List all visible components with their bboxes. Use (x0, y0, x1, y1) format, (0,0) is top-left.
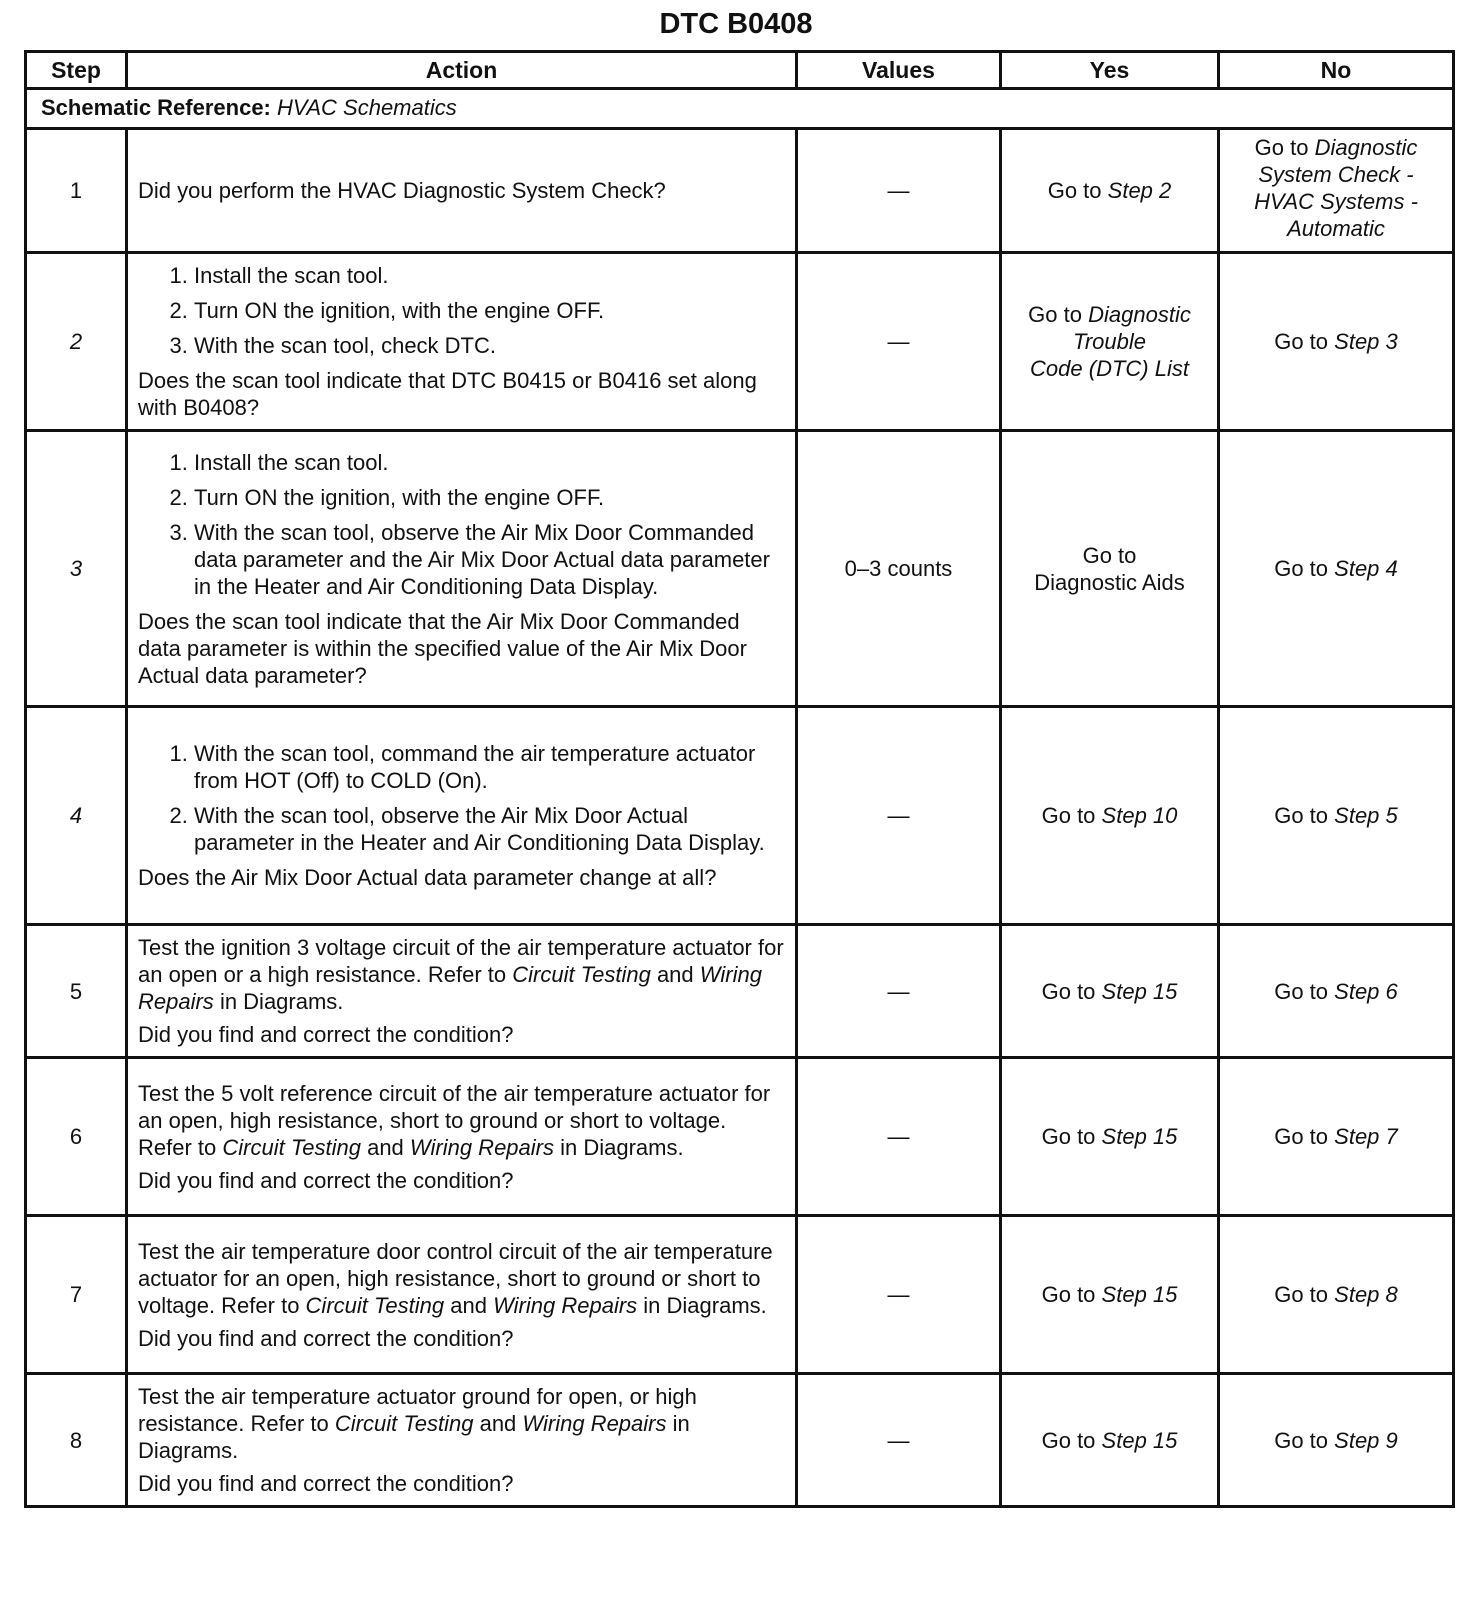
substep-list (138, 449, 785, 600)
step-number: 1 (26, 129, 127, 253)
no-result (1219, 925, 1454, 1058)
step-action (127, 129, 797, 253)
no-result (1219, 253, 1454, 431)
no-result (1219, 431, 1454, 707)
substep: 3. With the scan tool, check DTC. (194, 332, 785, 359)
table-row (26, 1374, 1454, 1507)
yes-target: Step 15 (1101, 1124, 1178, 1149)
table-row (26, 1216, 1454, 1374)
in-diagrams-text: in Diagrams. (643, 1292, 767, 1318)
schematic-reference (26, 89, 1454, 129)
no-result (1219, 129, 1454, 253)
step-question: Did you find and correct the condition? (138, 1167, 514, 1193)
table-row (26, 253, 1454, 431)
substep: 1. Install the scan tool. (194, 449, 785, 476)
go-to-text: Go to (1274, 978, 1329, 1004)
no-result (1219, 1216, 1454, 1374)
wiring-repairs-ref: Wiring Repairs (138, 962, 762, 1014)
step-value: — (797, 253, 1001, 431)
go-to-text: Go to (1041, 1124, 1096, 1149)
step-question: Did you find and correct the condition? (138, 1022, 514, 1047)
circuit-testing-ref: Circuit Testing (222, 1134, 361, 1160)
go-to-text: Go to (1274, 803, 1329, 828)
and-text: and (479, 1411, 517, 1436)
step-value: — (797, 1216, 1001, 1374)
yes-target: Diagnostic Aids (1034, 569, 1185, 595)
yes-result (1001, 1374, 1219, 1507)
header-values: Values (797, 52, 1001, 89)
table-row (26, 129, 1454, 253)
no-target: Step 6 (1334, 978, 1398, 1004)
step-action (127, 707, 797, 925)
yes-target: Step 2 (1107, 178, 1172, 203)
substep: 3. With the scan tool, observe the Air Mix Door Commanded data parameter and the Air Mix Door Actual data parameter in the Heater and Air Conditioning Data Display. (194, 519, 785, 600)
step-value: — (797, 1058, 1001, 1216)
header-yes: Yes (1001, 52, 1219, 89)
yes-target: Step 15 (1101, 978, 1178, 1004)
go-to-text: Go to (1041, 1282, 1096, 1307)
step-instruction (138, 1238, 785, 1319)
no-target: Step 7 (1334, 1124, 1398, 1149)
go-to-text: Go to (1274, 1124, 1329, 1149)
go-to-text: Go to (1274, 556, 1329, 581)
schematic-label: Schematic Reference: (41, 95, 271, 120)
step-action (127, 1374, 797, 1507)
no-target: System Check - (1258, 162, 1414, 187)
circuit-testing-ref: Circuit Testing (305, 1292, 445, 1318)
no-target: Step 3 (1334, 329, 1398, 354)
header-row (26, 52, 1454, 89)
no-target: Step 9 (1334, 1427, 1398, 1453)
schematic-link: HVAC Schematics (277, 95, 457, 120)
no-result (1219, 707, 1454, 925)
step-action (127, 925, 797, 1058)
step-number: 7 (26, 1216, 127, 1374)
no-target: HVAC Systems - (1254, 189, 1418, 214)
and-text: and (367, 1134, 404, 1160)
go-to-text: Go to (1047, 178, 1102, 203)
and-text: and (656, 962, 694, 987)
go-to-text: Go to (1274, 1282, 1329, 1307)
instruction-text: Test the air temperature actuator ground for open, or high resistance. Refer to (138, 1384, 697, 1436)
wiring-repairs-ref: Wiring Repairs (409, 1134, 554, 1160)
go-to-text: Go to (1082, 542, 1137, 568)
yes-result (1001, 253, 1219, 431)
step-question: Does the scan tool indicate that DTC B0415 or B0416 set along with B0408? (138, 368, 757, 420)
step-number: 3 (26, 431, 127, 707)
yes-target: Step 10 (1101, 803, 1178, 828)
yes-target: Trouble (1073, 329, 1146, 354)
yes-target: Step 15 (1101, 1427, 1178, 1453)
no-target: Step 8 (1334, 1282, 1398, 1307)
yes-result (1001, 1058, 1219, 1216)
step-value: — (797, 925, 1001, 1058)
table-row (26, 1058, 1454, 1216)
step-question: Did you perform the HVAC Diagnostic System Check? (138, 178, 666, 203)
go-to-text: Go to (1254, 135, 1309, 160)
step-question: Does the scan tool indicate that the Air Mix Door Commanded data parameter is within the specified value of the Air Mix Door Actual data parameter? (138, 608, 747, 688)
wiring-repairs-ref: Wiring Repairs (493, 1292, 638, 1318)
step-number: 2 (26, 253, 127, 431)
step-instruction (138, 1383, 785, 1464)
substep: 1. With the scan tool, command the air temperature actuator from HOT (Off) to COLD (On). (194, 740, 785, 794)
substep-list (138, 740, 785, 856)
step-action (127, 1058, 797, 1216)
step-question: Did you find and correct the condition? (138, 1325, 514, 1351)
step-question: Did you find and correct the condition? (138, 1471, 514, 1496)
step-action (127, 431, 797, 707)
circuit-testing-ref: Circuit Testing (512, 962, 651, 987)
step-value: — (797, 707, 1001, 925)
instruction-text: Test the 5 volt reference circuit of the air temperature actuator for an open, high resistance, short to ground or short to voltage. Refer to (138, 1080, 771, 1160)
go-to-text: Go to (1274, 1427, 1329, 1453)
yes-target: Step 15 (1101, 1282, 1178, 1307)
step-action (127, 1216, 797, 1374)
no-result (1219, 1374, 1454, 1507)
header-step: Step (26, 52, 127, 89)
in-diagrams-text: in Diagrams. (219, 989, 344, 1014)
substep: 2. Turn ON the ignition, with the engine OFF. (194, 297, 785, 324)
yes-result (1001, 707, 1219, 925)
instruction-text: Test the ignition 3 voltage circuit of the air temperature actuator for an open or a high resistance. Refer to (138, 935, 784, 987)
instruction-text: Test the air temperature door control circuit of the air temperature actuator for an open, high resistance, short to ground or short to voltage. Refer to (138, 1238, 773, 1318)
no-target: Step 5 (1334, 803, 1398, 828)
step-value: — (797, 1374, 1001, 1507)
no-target: Step 4 (1334, 556, 1398, 581)
yes-result (1001, 925, 1219, 1058)
no-target: Diagnostic (1314, 135, 1418, 160)
step-value: 0–3 counts (797, 431, 1001, 707)
and-text: and (450, 1292, 487, 1318)
yes-result (1001, 1216, 1219, 1374)
no-target: Automatic (1287, 216, 1385, 241)
step-number: 4 (26, 707, 127, 925)
header-no: No (1219, 52, 1454, 89)
step-number: 5 (26, 925, 127, 1058)
step-question: Does the Air Mix Door Actual data parameter change at all? (138, 865, 717, 890)
step-instruction (138, 934, 785, 1015)
step-number: 6 (26, 1058, 127, 1216)
go-to-text: Go to (1041, 978, 1096, 1004)
step-number: 8 (26, 1374, 127, 1507)
no-result (1219, 1058, 1454, 1216)
diagnostic-table (24, 50, 1455, 1508)
go-to-text: Go to (1274, 329, 1329, 354)
substep: 1. Install the scan tool. (194, 262, 785, 289)
step-action (127, 253, 797, 431)
table-row (26, 925, 1454, 1058)
yes-result (1001, 431, 1219, 707)
go-to-text: Go to (1041, 1427, 1096, 1453)
go-to-text: Go to (1028, 302, 1082, 327)
schematic-row (26, 89, 1454, 129)
in-diagrams-text: in Diagrams. (560, 1134, 684, 1160)
yes-target: Code (DTC) List (1030, 356, 1189, 381)
step-instruction (138, 1080, 785, 1161)
circuit-testing-ref: Circuit Testing (334, 1411, 474, 1436)
header-action: Action (127, 52, 797, 89)
wiring-repairs-ref: Wiring Repairs (522, 1411, 667, 1436)
page-title: DTC B0408 (659, 8, 813, 40)
go-to-text: Go to (1041, 803, 1096, 828)
substep: 2. With the scan tool, observe the Air Mix Door Actual parameter in the Heater and Air Conditioning Data Display. (194, 802, 785, 856)
substep: 2. Turn ON the ignition, with the engine OFF. (194, 484, 785, 511)
yes-target: Diagnostic (1088, 302, 1191, 327)
step-value: — (797, 129, 1001, 253)
table-row (26, 431, 1454, 707)
yes-result (1001, 129, 1219, 253)
in-diagrams-text: in Diagrams. (138, 1411, 690, 1463)
substep-list (138, 262, 785, 359)
table-row (26, 707, 1454, 925)
